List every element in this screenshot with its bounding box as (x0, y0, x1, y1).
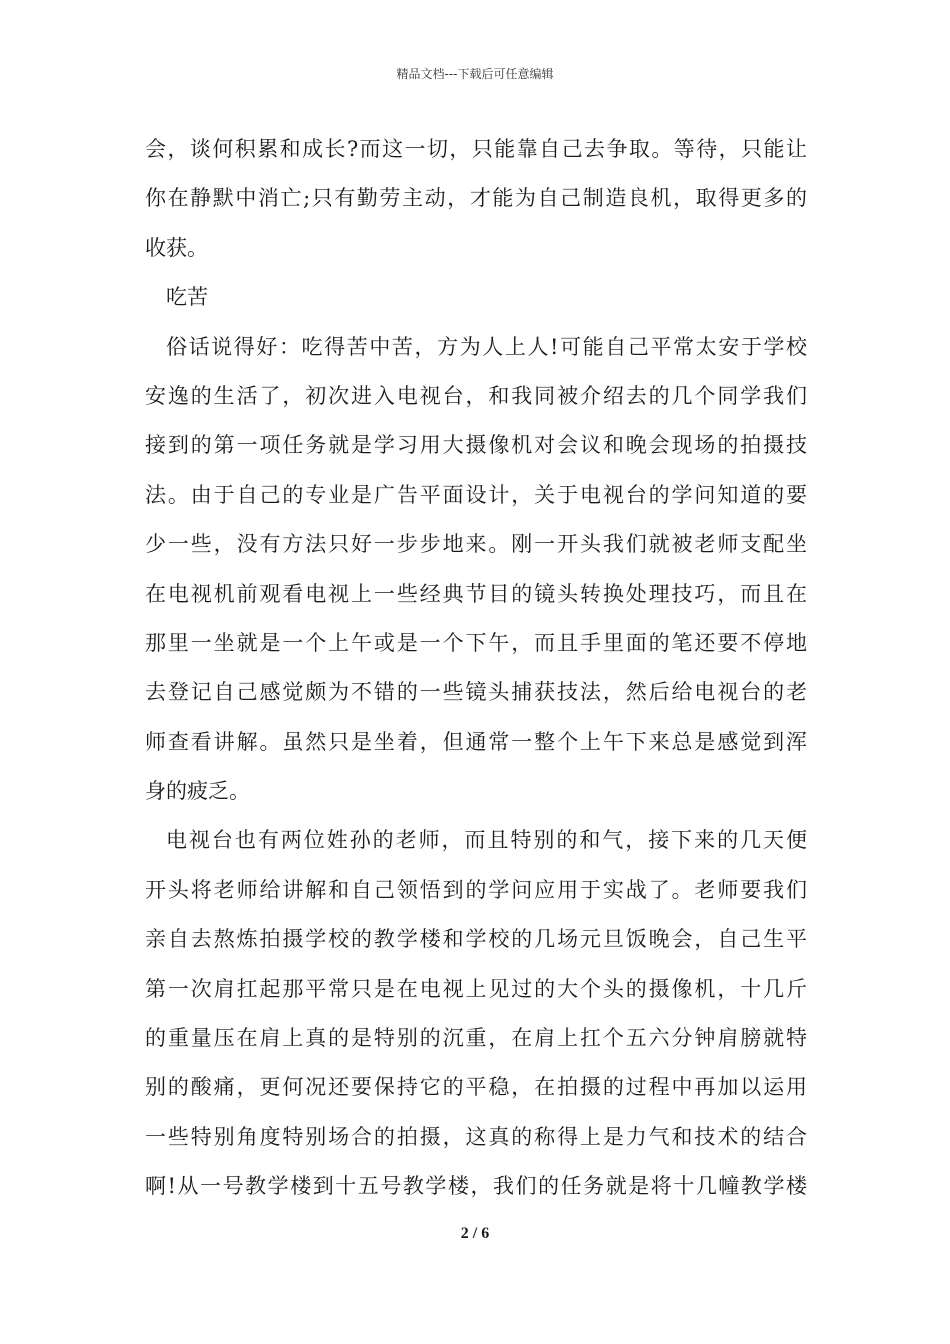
text-line: 那里一坐就是一个上午或是一个下午，而且手里面的笔还要不停地 (145, 630, 807, 655)
page-header: 精品文档---下载后可任意编辑 (396, 67, 554, 81)
text-line: 第一次肩扛起那平常只是在电视上见过的大个头的摄像机，十几斤 (145, 976, 807, 1001)
text-line: 去登记自己感觉颇为不错的一些镜头捕获技法，然后给电视台的老 (145, 680, 807, 705)
text-line: 一些特别角度特别场合的拍摄，这真的称得上是力气和技术的结合 (145, 1124, 807, 1149)
page-number: 2 / 6 (460, 1225, 490, 1242)
text-line: 收获。 (145, 235, 208, 260)
text-line: 安逸的生活了，初次进入电视台，和我同被介绍去的几个同学我们 (145, 383, 807, 408)
text-line: 亲自去熬炼拍摄学校的教学楼和学校的几场元旦饭晚会，自己生平 (145, 927, 807, 952)
document-body (145, 125, 807, 1212)
text-line: 你在静默中消亡;只有勤劳主动，才能为自己制造良机，取得更多的 (145, 186, 807, 211)
text-line: 会，谈何积累和成长?而这一切，只能靠自己去争取。等待，只能让 (145, 137, 807, 161)
text-line: 法。由于自己的专业是广告平面设计，关于电视台的学问知道的要 (145, 482, 807, 507)
text-line: 电视台也有两位姓孙的老师，而且特别的和气，接下来的几天便 (166, 828, 807, 853)
text-line: 开头将老师给讲解和自己领悟到的学问应用于实战了。老师要我们 (145, 877, 807, 902)
section-heading: 吃苦 (166, 285, 208, 310)
text-line: 接到的第一项任务就是学习用大摄像机对会议和晚会现场的拍摄技 (145, 433, 807, 458)
text-line: 的重量压在肩上真的是特别的沉重，在肩上扛个五六分钟肩膀就特 (145, 1026, 807, 1051)
text-line: 啊!从一号教学楼到十五号教学楼，我们的任务就是将十几幢教学楼 (145, 1174, 807, 1199)
text-line: 俗话说得好：吃得苦中苦，方为人上人!可能自己平常太安于学校 (166, 334, 807, 359)
text-line: 别的酸痛，更何况还要保持它的平稳，在拍摄的过程中再加以运用 (145, 1075, 807, 1100)
text-line: 少一些，没有方法只好一步步地来。刚一开头我们就被老师支配坐 (145, 532, 807, 557)
text-line: 身的疲乏。 (145, 779, 250, 804)
text-line: 师查看讲解。虽然只是坐着，但通常一整个上午下来总是感觉到浑 (145, 729, 807, 754)
text-line: 在电视机前观看电视上一些经典节目的镜头转换处理技巧，而且在 (145, 581, 807, 606)
